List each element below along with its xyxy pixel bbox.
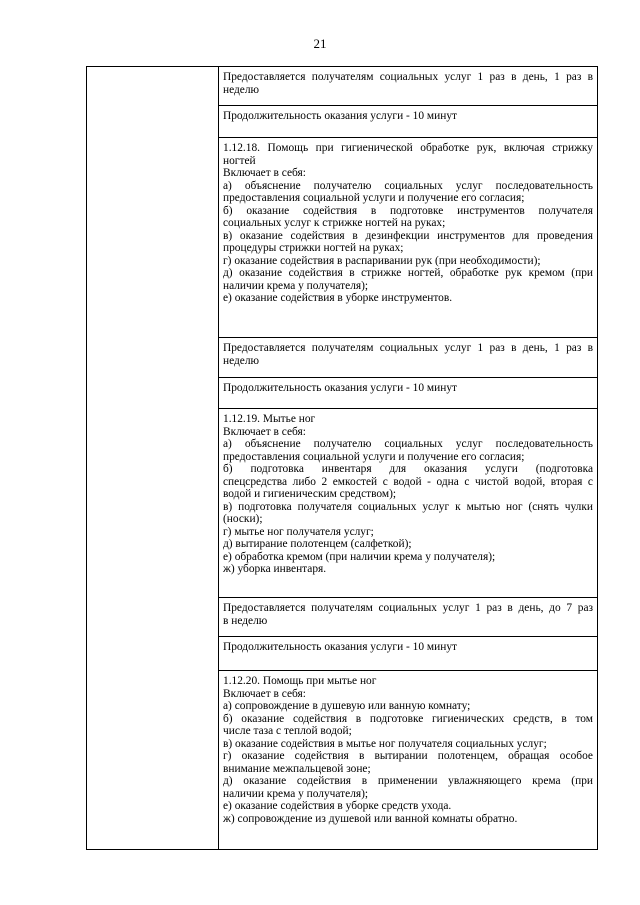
text-line: в) оказание содействия в мытье ног получателя социальных услуг; [223, 737, 547, 750]
text-line: ж) сопровождение из душевой или ванной комнаты обратно. [223, 812, 518, 825]
text-line: Включает в себя: [223, 425, 306, 438]
cell-text [223, 142, 593, 317]
text-line: д) оказание содействия в стрижке ногтей, обработке рук кремом (при [223, 267, 593, 279]
text-line: б) оказание содействия в подготовке гигиенических средств, в том [223, 712, 593, 725]
text-line: водой и гигиеническим средством); [223, 488, 397, 500]
cell-text [223, 342, 593, 367]
text-line: (носки); [223, 513, 263, 525]
cell-text [223, 413, 593, 576]
blank-line [223, 305, 593, 318]
frequency-cell [219, 338, 598, 378]
duration-cell [219, 106, 598, 138]
text-line: процедуры стрижки ногтей на руках; [223, 242, 404, 254]
text-line: ж) уборка инвентаря. [223, 563, 327, 575]
service-description-cell [219, 671, 598, 850]
text-line: а) сопровождение в душевую или ванную комнату; [223, 700, 471, 712]
cell-text [223, 641, 593, 654]
text-line: 1.12.18. Помощь при гигиенической обработке рук, включая стрижку [223, 142, 593, 154]
frequency-cell [219, 598, 598, 637]
text-line: Предоставляется получателям социальных услуг 1 раз в день, 1 раз в [223, 342, 593, 354]
duration-cell [219, 637, 598, 671]
text-line: Продолжительность оказания услуги - 10 минут [223, 110, 457, 122]
text-line: неделю [223, 83, 260, 96]
cell-text [223, 110, 593, 123]
text-line: а) объяснение получателю социальных услуг последовательность [223, 438, 593, 450]
text-line: 1.12.19. Мытье ног [223, 413, 316, 425]
text-line: Продолжительность оказания услуги - 10 минут [223, 641, 457, 653]
text-line: в неделю [223, 614, 268, 627]
text-line: г) оказание содействия в вытирании полотенцем, обращая особое [223, 750, 593, 762]
cell-text [223, 71, 593, 96]
text-line: ногтей [223, 154, 256, 167]
text-line: д) вытирание полотенцем (салфеткой); [223, 538, 412, 550]
text-line: предоставления социальной услуги и получение его согласия; [223, 192, 525, 204]
cell-text [223, 602, 593, 627]
text-line: внимание межпальцевой зоне; [223, 762, 371, 775]
text-line: Предоставляется получателям социальных услуг 1 раз в день, 1 раз в [223, 71, 593, 83]
text-line: спецсредства либо 2 емкостей с водой - одна с чистой водой, вторая с [223, 475, 593, 488]
text-line: наличии крема у получателя); [223, 787, 369, 800]
text-line: наличии крема у получателя); [223, 279, 369, 292]
text-line: 1.12.20. Помощь при мытье ног [223, 675, 377, 687]
table-row [87, 67, 598, 106]
left-column-cell [87, 67, 219, 850]
text-line: Включает в себя: [223, 687, 306, 700]
text-line: е) оказание содействия в уборке инструментов. [223, 292, 453, 304]
text-line: г) оказание содействия в распаривании рук (при необходимости); [223, 254, 541, 267]
text-line: в) оказание содействия в дезинфекции инструментов для проведения [223, 229, 593, 242]
duration-cell [219, 378, 598, 409]
text-line: б) оказание содействия в подготовке инструментов получателя [223, 204, 593, 217]
text-line: социальных услуг к стрижке ногтей на руках; [223, 217, 446, 229]
text-line: а) объяснение получателю социальных услуг последовательность [223, 179, 593, 192]
text-line: предоставления социальной услуги и получение его согласия; [223, 450, 525, 463]
text-line: Продолжительность оказания услуги - 10 минут [223, 382, 457, 394]
text-line: д) оказание содействия в применении увлажняющего крема (при [223, 775, 593, 787]
text-line: Включает в себя: [223, 167, 306, 179]
cell-text [223, 382, 593, 395]
text-line: г) мытье ног получателя услуг; [223, 525, 374, 538]
text-line: в) подготовка получателя социальных услуг к мытью ног (снять чулки [223, 500, 593, 513]
page-number: 21 [313, 36, 327, 51]
service-description-cell [219, 138, 598, 338]
text-line: е) обработка кремом (при наличии крема у получателя); [223, 550, 496, 563]
text-line: Предоставляется получателям социальных услуг 1 раз в день, до 7 раз [223, 602, 593, 614]
text-line: б) подготовка инвентаря для оказания услуги (подготовка [223, 463, 593, 475]
text-line: е) оказание содействия в уборке средств ухода. [223, 800, 452, 812]
services-table [86, 66, 598, 850]
service-description-cell [219, 409, 598, 598]
text-line: неделю [223, 354, 260, 367]
text-line: числе таза с теплой водой; [223, 725, 352, 737]
cell-text [223, 675, 593, 825]
frequency-cell [219, 67, 598, 106]
